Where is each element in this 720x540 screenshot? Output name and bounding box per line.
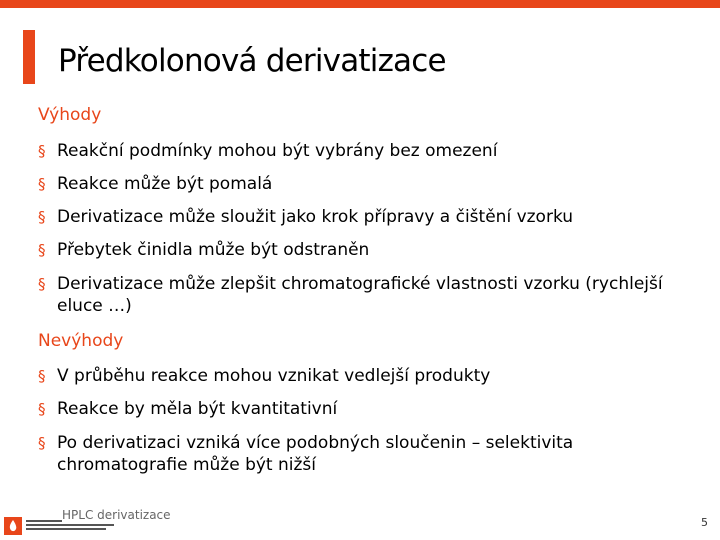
bullet-text: Reakce může být pomalá (57, 174, 273, 194)
bullet-icon: § (38, 400, 46, 418)
bullet-icon: § (38, 175, 46, 193)
bullet-text: Derivatizace může sloužit jako krok přípravy a čištění vzorku (57, 207, 574, 227)
disadvantage-item-3 (38, 432, 698, 476)
disadvantage-item-2 (38, 398, 698, 420)
bullet-text: Po derivatizaci vzniká více podobných sloučenin – selektivita chromatografie může být nižší (57, 433, 574, 475)
top-accent-band (0, 0, 720, 8)
advantage-item-2 (38, 173, 698, 195)
advantage-item-5 (38, 273, 698, 317)
page-number: 5 (701, 516, 708, 529)
slide-title: Předkolonová derivatizace (58, 43, 446, 79)
bullet-icon: § (38, 434, 46, 452)
bullet-icon: § (38, 367, 46, 385)
disadvantages-heading: Nevýhody (38, 331, 124, 351)
bullet-text: Reakce by měla být kvantitativní (57, 399, 338, 419)
bullet-text: Derivatizace může zlepšit chromatografické vlastnosti vzorku (rychlejší eluce …) (57, 274, 663, 316)
bullet-text: V průběhu reakce mohou vznikat vedlejší produkty (57, 366, 491, 386)
advantage-item-1 (38, 140, 698, 162)
title-accent-bar (23, 30, 35, 84)
bullet-icon: § (38, 275, 46, 293)
advantage-item-3 (38, 206, 698, 228)
bullet-text: Přebytek činidla může být odstraněn (57, 240, 370, 260)
advantages-heading: Výhody (38, 105, 102, 125)
disadvantage-item-1 (38, 365, 698, 387)
advantage-item-4 (38, 239, 698, 261)
footer-text: HPLC derivatizace (62, 508, 171, 522)
bullet-icon: § (38, 241, 46, 259)
logo-mark-icon (4, 517, 22, 535)
bullet-text: Reakční podmínky mohou být vybrány bez omezení (57, 141, 498, 161)
bullet-icon: § (38, 142, 46, 160)
bullet-icon: § (38, 208, 46, 226)
